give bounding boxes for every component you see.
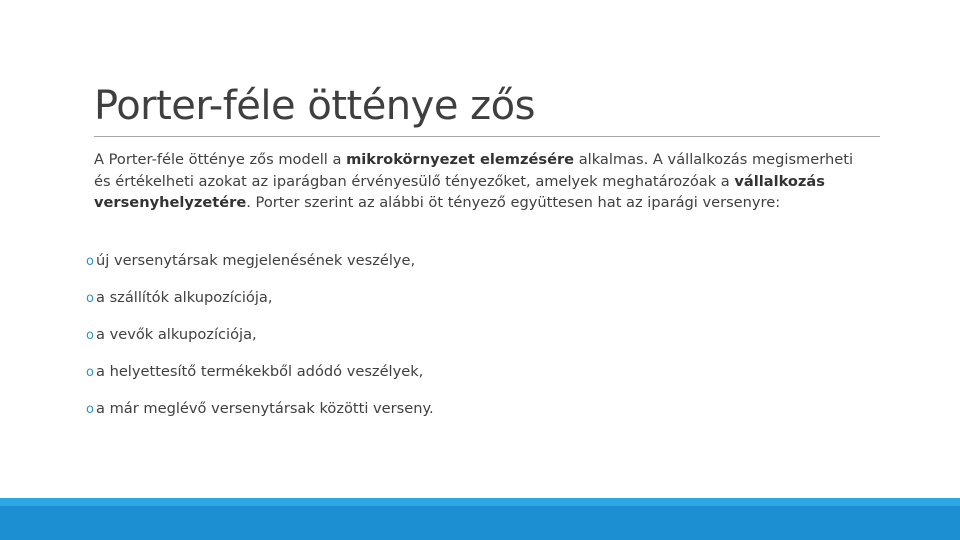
intro-text-3: . Porter szerint az alábbi öt tényező együttesen hat az iparági versenyre:: [246, 194, 781, 211]
list-item-text: a szállítók alkupozíciója,: [96, 289, 273, 306]
list-item-text: a helyettesítő termékekből adódó veszélyek,: [96, 363, 424, 380]
intro-bold-2: vállalkozás versenyhelyzetére: [94, 172, 825, 211]
list-item-text: új versenytársak megjelenésének veszélye,: [96, 252, 416, 269]
list-item: [86, 324, 434, 361]
list-item: [86, 287, 434, 324]
list-item-text: a vevők alkupozíciója,: [96, 326, 257, 343]
intro-paragraph: [94, 149, 874, 214]
title-divider: [94, 136, 880, 137]
list-item: [86, 250, 434, 287]
bullet-circle-icon: o: [86, 365, 94, 380]
factor-list: [86, 250, 434, 435]
intro-bold-1: mikrokörnyezet elemzésére: [346, 151, 575, 168]
bullet-circle-icon: o: [86, 254, 94, 269]
slide-title: Porter-féle ötténye zős: [94, 83, 535, 129]
footer-accent-strip: [0, 498, 960, 506]
bullet-circle-icon: o: [86, 402, 94, 417]
intro-text-1: A Porter-féle ötténye zős modell a: [94, 151, 347, 168]
intro-text-2: alkalmas. A vállalkozás megismerheti és értékelheti azokat az iparágban érvényesülő tényezőket, amelyek meghatározóak a: [94, 151, 854, 190]
bullet-circle-icon: o: [86, 291, 94, 306]
list-item: [86, 361, 434, 398]
footer-accent-bar: [0, 498, 960, 540]
bullet-circle-icon: o: [86, 328, 94, 343]
list-item: [86, 398, 434, 435]
list-item-text: a már meglévő versenytársak közötti verseny.: [96, 400, 434, 417]
